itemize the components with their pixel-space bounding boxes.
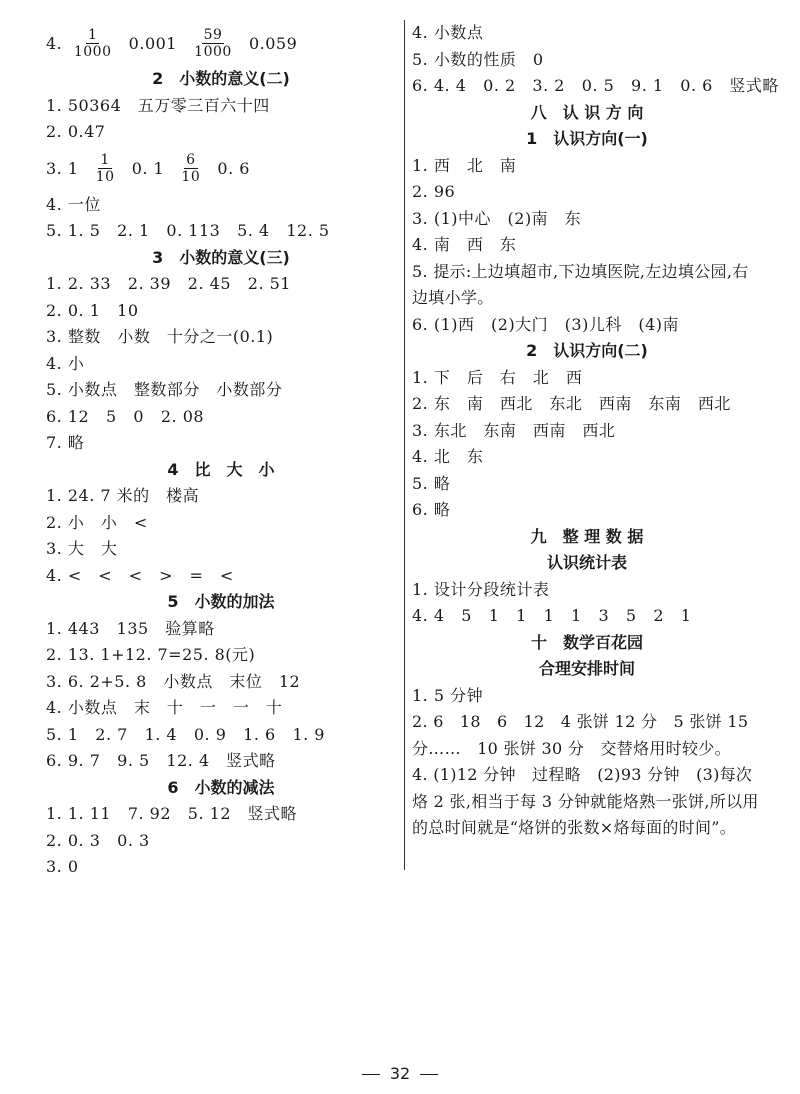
answer-line: 1. 50364 五万零三百六十四 (46, 95, 270, 115)
answer-line: 5. 小数的性质 0 (412, 49, 544, 69)
fraction-numerator: 59 (203, 26, 223, 43)
answer-line: 7. 略 (46, 433, 85, 452)
answer-line: 5. 1. 5 2. 1 0. 113 5. 4 12. 5 (46, 221, 330, 240)
answer-line: 1. 下 后 右 北 西 (412, 367, 583, 387)
answer-line: 2. 0. 1 10 (46, 300, 139, 320)
fraction-denominator: 1000 (73, 43, 112, 60)
section-heading: 3 小数的意义(三) (152, 247, 290, 267)
chapter-heading: 十 数学百花园 (530, 632, 643, 652)
answer-line: 2. 东 南 西北 东北 西南 东南 西北 (412, 394, 731, 413)
fraction-denominator: 1000 (194, 43, 232, 60)
answer-line: 5. 略 (412, 473, 451, 493)
column-divider (404, 20, 405, 870)
chapter-heading: 八 认 识 方 向 (530, 102, 644, 122)
answer-line: 4. 小数点 末 十 一 一 十 (46, 698, 283, 717)
answer-line: 4. 4 5 1 1 1 1 3 5 2 1 (412, 606, 692, 625)
answer-line: 3. 大 大 (46, 539, 118, 558)
answer-line: 1. 1. 11 7. 92 5. 12 竖式略 (46, 804, 298, 823)
answer-text: 4. (46, 33, 68, 53)
answer-text: 0.001 (117, 33, 189, 53)
answer-line: 2. 0. 3 0. 3 (46, 830, 150, 850)
chapter-heading: 九 整 理 数 据 (530, 526, 644, 546)
answer-line: 6. (1)西 (2)大门 (3)儿科 (4)南 (412, 314, 680, 334)
answer-text: 3. 1 (46, 159, 90, 178)
section-heading: 认识统计表 (546, 553, 627, 572)
answer-line: 4. 一位 (46, 194, 101, 214)
answer-line: 2. 小 小 < (46, 512, 148, 532)
section-heading: 6 小数的减法 (167, 777, 275, 797)
answer-line: 4. 小 (46, 353, 85, 373)
answer-line: 4. < < < > = < (46, 565, 234, 585)
dash-left (362, 1074, 380, 1075)
answer-line: 1. 443 135 验算略 (46, 618, 215, 638)
section-heading: 4 比 大 小 (167, 459, 275, 479)
fraction-denominator: 10 (95, 169, 115, 185)
answer-text: 0.059 (237, 33, 298, 53)
page-number (0, 1064, 800, 1083)
fraction-denominator: 10 (181, 169, 201, 185)
answer-line: 4. 南 西 东 (412, 235, 517, 254)
answer-line: 1. 24. 7 米的 楼高 (46, 486, 200, 505)
answer-line: 4. 北 东 (412, 447, 484, 466)
fraction (94, 152, 117, 185)
answer-line: 2. 6 18 6 12 4 张饼 12 分 5 张饼 15 分…… 10 张饼 30 分 交替烙用时较少。 (412, 712, 754, 758)
answer-line: 3. 东北 东南 西南 西北 (412, 420, 616, 440)
section-heading: 1 认识方向(一) (526, 129, 648, 148)
answer-line: 2. 96 (412, 182, 456, 201)
section-heading: 合理安排时间 (538, 659, 635, 678)
answer-line: 3. 整数 小数 十分之一(0.1) (46, 327, 274, 346)
answer-line: 5. 小数点 整数部分 小数部分 (46, 380, 283, 399)
answer-line: 6. 略 (412, 500, 451, 519)
answer-line: 1. 2. 33 2. 39 2. 45 2. 51 (46, 274, 291, 293)
answer-line: 3. 6. 2+5. 8 小数点 末位 12 (46, 671, 301, 691)
page-number-text: 32 (389, 1064, 411, 1083)
answer-text: 0. 6 (206, 159, 250, 178)
answer-text: 0. 1 (120, 159, 176, 178)
fraction-numerator: 1 (87, 26, 98, 43)
fraction (72, 27, 114, 60)
answer-line: 1. 5 分钟 (412, 685, 484, 705)
dash-right (420, 1074, 438, 1075)
left-column (46, 20, 396, 881)
answer-line: 1. 设计分段统计表 (412, 579, 550, 599)
section-heading: 2 认识方向(二) (526, 341, 648, 360)
section-heading: 5 小数的加法 (167, 592, 275, 611)
answer-line (46, 20, 396, 66)
fraction-numerator: 6 (186, 152, 196, 168)
answer-line: 5. 提示:上边填超市,下边填医院,左边填公园,右边填小学。 (412, 261, 749, 307)
answer-line: 6. 12 5 0 2. 08 (46, 406, 205, 426)
answer-line: 5. 1 2. 7 1. 4 0. 9 1. 6 1. 9 (46, 724, 325, 744)
answer-line (46, 146, 396, 192)
answer-line: 4. 小数点 (412, 23, 484, 42)
section-heading: 2 小数的意义(二) (152, 69, 290, 88)
answer-line: 6. 4. 4 0. 2 3. 2 0. 5 9. 1 0. 6 竖式略 (412, 76, 779, 95)
fraction (179, 152, 202, 185)
answer-line: 2. 13. 1+12. 7=25. 8(元) (46, 645, 256, 664)
fraction-numerator: 1 (100, 152, 110, 168)
answer-line: 4. (1)12 分钟 过程略 (2)93 分钟 (3)每次烙 2 张,相当于每 3 分钟就能烙熟一张饼,所以用的总时间就是“烙饼的张数×烙每面的时间”。 (412, 765, 759, 837)
answer-line: 3. (1)中心 (2)南 东 (412, 208, 582, 228)
answer-line: 3. 0 (46, 857, 79, 876)
answer-line: 6. 9. 7 9. 5 12. 4 竖式略 (46, 751, 276, 770)
answer-line: 2. 0.47 (46, 122, 106, 141)
answer-line: 1. 西 北 南 (412, 155, 517, 175)
fraction (192, 27, 234, 60)
right-column (412, 20, 779, 842)
